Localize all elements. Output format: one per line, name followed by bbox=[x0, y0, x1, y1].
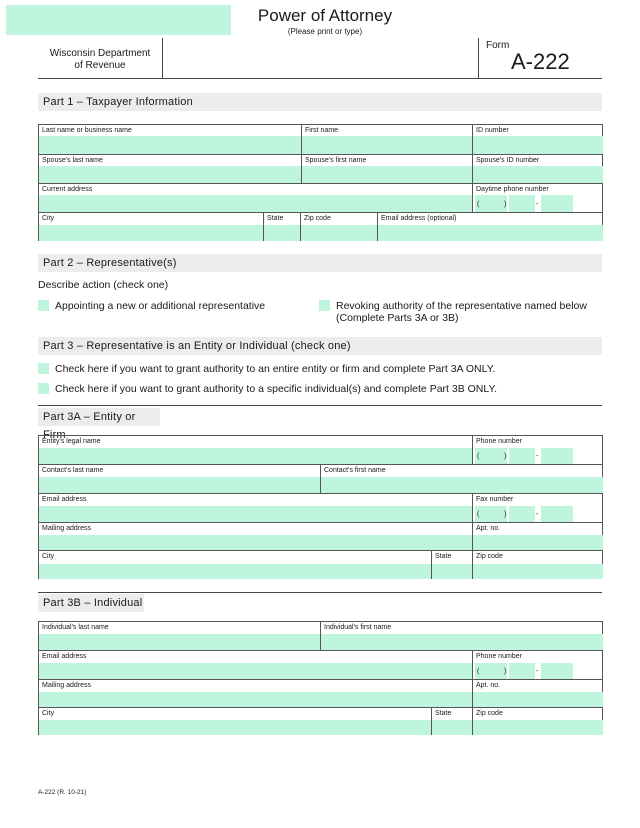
contact-first-name-field[interactable] bbox=[321, 477, 603, 493]
zip-field[interactable] bbox=[301, 225, 377, 241]
spouse-last-name-label: Spouse's last name bbox=[42, 157, 103, 164]
revoke-checkbox[interactable] bbox=[319, 300, 330, 311]
phone-open-paren: ( bbox=[477, 201, 480, 208]
spouse-first-name-cell bbox=[302, 155, 473, 184]
entity-apt-field[interactable] bbox=[473, 535, 603, 550]
entity-legal-name-label: Entity's legal name bbox=[42, 438, 101, 445]
individual-state-cell bbox=[432, 708, 473, 735]
entity-fax-area-field[interactable] bbox=[475, 506, 507, 522]
entity-phone-label: Phone number bbox=[476, 438, 522, 445]
taxpayer-id-field[interactable] bbox=[473, 136, 603, 154]
entity-checkbox[interactable] bbox=[38, 363, 49, 374]
entity-legal-name-field[interactable] bbox=[39, 448, 472, 464]
entity-mailing-label: Mailing address bbox=[42, 525, 92, 532]
entity-state-cell bbox=[432, 551, 473, 579]
entity-state-label: State bbox=[435, 553, 452, 560]
email-cell bbox=[378, 213, 603, 241]
spouse-id-cell bbox=[473, 155, 603, 184]
form-revision: A-222 (R. 10-21) bbox=[38, 789, 87, 796]
entity-phone-cell bbox=[473, 436, 603, 465]
spouse-first-name-label: Spouse's first name bbox=[305, 157, 367, 164]
part3b-heading: Part 3B – Individual bbox=[38, 594, 144, 612]
individual-last-name-field[interactable] bbox=[39, 634, 320, 650]
department-name bbox=[38, 48, 162, 72]
individual-state-label: State bbox=[435, 710, 452, 717]
entity-mailing-field[interactable] bbox=[39, 535, 472, 550]
taxpayer-last-name-label: Last name or business name bbox=[42, 127, 132, 134]
entity-fax-prefix-field[interactable] bbox=[509, 506, 535, 522]
department-line-2: of Revenue bbox=[74, 60, 126, 71]
city-field[interactable] bbox=[39, 225, 263, 241]
part3a-heading: Part 3A – Entity or Firm bbox=[38, 408, 160, 426]
individual-zip-cell bbox=[473, 708, 603, 735]
phone-close-paren: ) bbox=[504, 511, 507, 518]
state-label: State bbox=[267, 215, 284, 222]
individual-email-cell bbox=[39, 651, 473, 680]
part1-grid bbox=[38, 124, 603, 241]
individual-phone-line-field[interactable] bbox=[541, 663, 573, 679]
spouse-last-name-field[interactable] bbox=[39, 166, 301, 183]
entity-city-label: City bbox=[42, 553, 55, 560]
city-cell bbox=[39, 213, 264, 241]
contact-last-name-field[interactable] bbox=[39, 477, 320, 493]
entity-fax-line-field[interactable] bbox=[541, 506, 573, 522]
individual-zip-field[interactable] bbox=[473, 720, 603, 735]
entity-email-cell bbox=[39, 494, 473, 523]
individual-phone-area-field[interactable] bbox=[475, 663, 507, 679]
zip-label: Zip code bbox=[304, 215, 331, 222]
phone-open-paren: ( bbox=[477, 511, 480, 518]
individual-first-name-label: Individual's first name bbox=[324, 624, 392, 631]
individual-city-cell bbox=[39, 708, 432, 735]
department-line-1: Wisconsin Department bbox=[49, 48, 151, 59]
individual-checkbox[interactable] bbox=[38, 383, 49, 394]
phone-dash: - bbox=[536, 511, 539, 518]
individual-city-label: City bbox=[42, 710, 55, 717]
state-cell bbox=[264, 213, 301, 241]
entity-mailing-cell bbox=[39, 523, 473, 551]
individual-option-label: Check here if you want to grant authority to a specific individual(s) and complete Part 3B ONLY. bbox=[55, 383, 498, 395]
entity-fax-cell bbox=[473, 494, 603, 523]
individual-apt-cell bbox=[473, 680, 603, 708]
phone-dash: - bbox=[536, 201, 539, 208]
individual-mailing-cell bbox=[39, 680, 473, 708]
form-number: A-222 bbox=[511, 49, 570, 74]
header-rule bbox=[38, 78, 602, 79]
zip-cell bbox=[301, 213, 378, 241]
appoint-label: Appointing a new or additional representative bbox=[55, 300, 266, 312]
phone-open-paren: ( bbox=[477, 668, 480, 675]
form-subtitle: (Please print or type) bbox=[287, 27, 363, 36]
individual-last-name-label: Individual's last name bbox=[42, 624, 109, 631]
revoke-label-line-2: (Complete Parts 3A or 3B) bbox=[336, 312, 459, 324]
state-field[interactable] bbox=[264, 225, 300, 241]
entity-zip-cell bbox=[473, 551, 603, 579]
current-address-cell bbox=[39, 184, 473, 213]
phone-close-paren: ) bbox=[504, 201, 507, 208]
individual-last-name-cell bbox=[39, 622, 321, 651]
individual-phone-prefix-field[interactable] bbox=[509, 663, 535, 679]
individual-phone-cell bbox=[473, 651, 603, 680]
spouse-last-name-cell bbox=[39, 155, 302, 184]
entity-phone-area-field[interactable] bbox=[475, 448, 507, 464]
email-field[interactable] bbox=[378, 225, 603, 241]
contact-first-name-label: Contact's first name bbox=[324, 467, 386, 474]
individual-apt-label: Apt. no. bbox=[476, 682, 501, 689]
daytime-phone-area-field[interactable] bbox=[475, 195, 507, 212]
entity-zip-label: Zip code bbox=[476, 553, 503, 560]
entity-email-label: Email address bbox=[42, 496, 87, 503]
phone-close-paren: ) bbox=[504, 453, 507, 460]
entity-option-label: Check here if you want to grant authority to an entire entity or firm and complete Part 3A ONLY. bbox=[55, 363, 496, 375]
entity-phone-line-field[interactable] bbox=[541, 448, 573, 464]
phone-dash: - bbox=[536, 453, 539, 460]
part3-heading: Part 3 – Representative is an Entity or Individual (check one) bbox=[38, 337, 602, 355]
entity-zip-field[interactable] bbox=[473, 564, 603, 579]
taxpayer-id-cell bbox=[473, 125, 603, 155]
daytime-phone-prefix-field[interactable] bbox=[509, 195, 535, 212]
daytime-phone-label: Daytime phone number bbox=[476, 186, 549, 193]
individual-apt-field[interactable] bbox=[473, 692, 603, 707]
header-divider-right bbox=[478, 38, 479, 79]
taxpayer-last-name-field[interactable] bbox=[39, 136, 301, 154]
header-divider-left bbox=[162, 38, 163, 79]
individual-email-label: Email address bbox=[42, 653, 87, 660]
individual-email-field[interactable] bbox=[39, 663, 472, 679]
header-highlight bbox=[6, 5, 231, 35]
describe-action-label: Describe action (check one) bbox=[38, 279, 169, 291]
phone-close-paren: ) bbox=[504, 668, 507, 675]
individual-city-field[interactable] bbox=[39, 720, 431, 735]
entity-apt-cell bbox=[473, 523, 603, 551]
individual-mailing-field[interactable] bbox=[39, 692, 472, 707]
individual-first-name-cell bbox=[321, 622, 603, 651]
taxpayer-id-label: ID number bbox=[476, 127, 509, 134]
part2-heading: Part 2 – Representative(s) bbox=[38, 254, 602, 272]
taxpayer-first-name-label: First name bbox=[305, 127, 339, 134]
part3a-grid bbox=[38, 435, 603, 579]
appoint-checkbox[interactable] bbox=[38, 300, 49, 311]
contact-first-name-cell bbox=[321, 465, 603, 494]
current-address-label: Current address bbox=[42, 186, 93, 193]
individual-first-name-field[interactable] bbox=[321, 634, 603, 650]
city-label: City bbox=[42, 215, 55, 222]
contact-last-name-label: Contact's last name bbox=[42, 467, 104, 474]
part3b-grid bbox=[38, 621, 603, 735]
entity-legal-name-cell bbox=[39, 436, 473, 465]
form-label: Form bbox=[486, 40, 510, 51]
email-label: Email address (optional) bbox=[381, 215, 457, 222]
spouse-first-name-field[interactable] bbox=[302, 166, 472, 183]
form-title: Power of Attorney bbox=[257, 6, 393, 25]
entity-city-cell bbox=[39, 551, 432, 579]
individual-zip-label: Zip code bbox=[476, 710, 503, 717]
daytime-phone-cell bbox=[473, 184, 603, 213]
individual-state-field[interactable] bbox=[432, 720, 472, 735]
taxpayer-first-name-field[interactable] bbox=[302, 136, 472, 154]
entity-fax-label: Fax number bbox=[476, 496, 514, 503]
entity-email-field[interactable] bbox=[39, 506, 472, 522]
spouse-id-field[interactable] bbox=[473, 166, 603, 183]
phone-dash: - bbox=[536, 668, 539, 675]
daytime-phone-line-field[interactable] bbox=[541, 195, 573, 212]
entity-state-field[interactable] bbox=[432, 564, 472, 579]
taxpayer-last-name-cell bbox=[39, 125, 302, 155]
part3b-rule bbox=[38, 592, 602, 593]
revoke-label bbox=[336, 300, 587, 324]
spouse-id-label: Spouse's ID number bbox=[476, 157, 540, 164]
contact-last-name-cell bbox=[39, 465, 321, 494]
individual-mailing-label: Mailing address bbox=[42, 682, 92, 689]
phone-open-paren: ( bbox=[477, 453, 480, 460]
revoke-label-line-1: Revoking authority of the representative named below bbox=[336, 300, 587, 312]
individual-phone-label: Phone number bbox=[476, 653, 522, 660]
taxpayer-first-name-cell bbox=[302, 125, 473, 155]
entity-apt-label: Apt. no. bbox=[476, 525, 501, 532]
entity-city-field[interactable] bbox=[39, 564, 431, 579]
part3-rule bbox=[38, 405, 602, 406]
part1-heading: Part 1 – Taxpayer Information bbox=[38, 93, 602, 111]
current-address-field[interactable] bbox=[39, 195, 472, 212]
entity-phone-prefix-field[interactable] bbox=[509, 448, 535, 464]
